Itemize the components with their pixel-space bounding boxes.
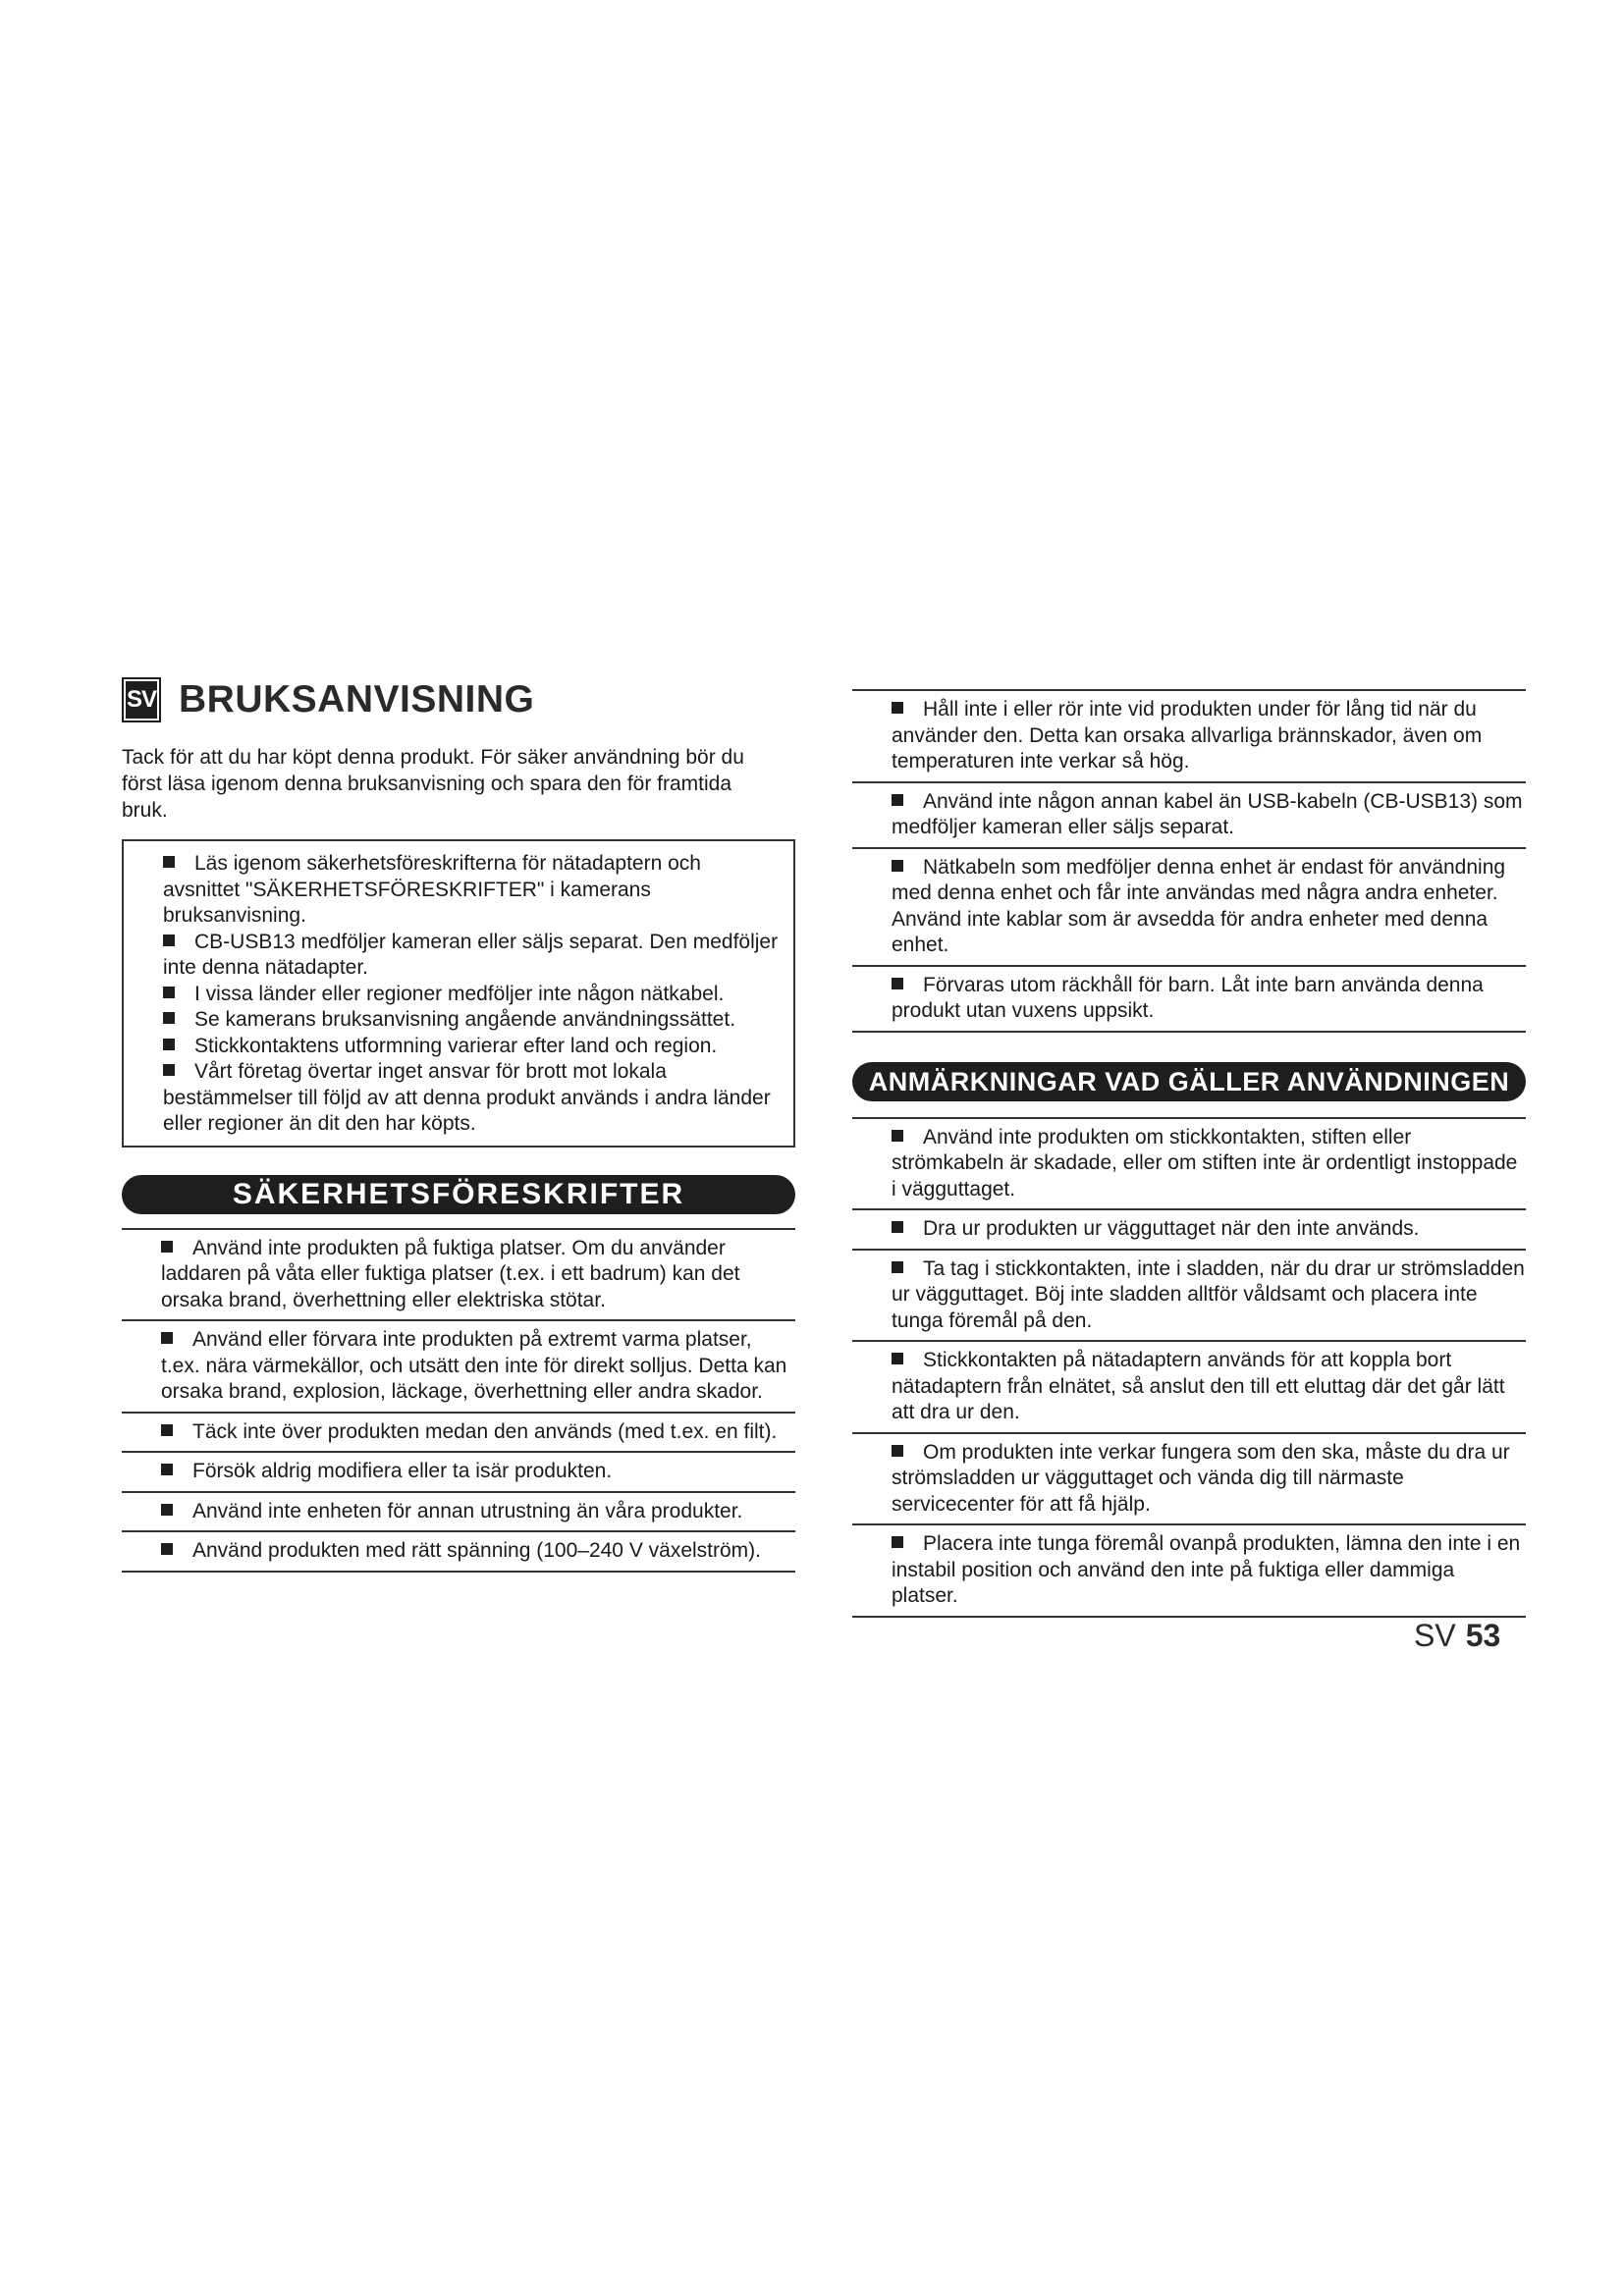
intro-text: Tack för att du har köpt denna produkt. För säker användning bör du först läsa igenom denna bruksanvisning och spara den för framtida bruk. xyxy=(122,746,744,822)
bullet-square-icon xyxy=(892,1445,903,1457)
bullet-square-icon xyxy=(161,1543,173,1555)
bullet-square-icon xyxy=(161,1424,173,1436)
page-title: BRUKSANVISNING xyxy=(179,678,535,721)
list-item: Håll inte i eller rör inte vid produkten under för lång tid när du använder den. Detta kan orsaka allvarliga brännskador, även om temperaturen inte verkar så hög. xyxy=(852,689,1526,781)
bullet-square-icon xyxy=(163,1064,175,1076)
bullet-square-icon xyxy=(892,1353,903,1364)
footer-language: SV xyxy=(1414,1618,1456,1653)
right-column xyxy=(852,689,1526,1618)
notice-box xyxy=(122,839,795,1148)
bullet-square-icon xyxy=(161,1332,173,1344)
list-item: Dra ur produkten ur vägguttaget när den inte används. xyxy=(852,1208,1526,1249)
bullet-square-icon xyxy=(892,1536,903,1548)
bullet-square-icon xyxy=(163,856,175,868)
page-number: 53 xyxy=(1465,1618,1501,1653)
bullet-square-icon xyxy=(892,702,903,714)
list-item: Placera inte tunga föremål ovanpå produkten, lämna den inte i en instabil position och använd den inte på fuktiga eller dammiga platser. xyxy=(852,1523,1526,1616)
bullet-square-icon xyxy=(163,1039,175,1050)
bullet-square-icon xyxy=(163,934,175,946)
notice-item: I vissa länder eller regioner medföljer inte någon nätkabel. xyxy=(163,982,780,1008)
bullet-square-icon xyxy=(892,794,903,806)
notice-item: Vårt företag övertar inget ansvar för brott mot lokala bestämmelser till följd av att denna produkt används i andra länder eller regioner än dit den har köpts. xyxy=(163,1060,771,1135)
bullet-square-icon xyxy=(161,1504,173,1516)
list-item: Använd inte någon annan kabel än USB-kabeln (CB-USB13) som medföljer kameran eller säljs separat. xyxy=(852,781,1526,847)
usage-list xyxy=(852,1117,1526,1618)
list-item: Förvaras utom räckhåll för barn. Låt inte barn använda denna produkt utan vuxens uppsikt. xyxy=(852,965,1526,1031)
safety-list-continued xyxy=(852,689,1526,1033)
list-item: Täck inte över produkten medan den används (med t.ex. en filt). xyxy=(122,1412,795,1452)
list-item: Använd eller förvara inte produkten på extremt varma platser, t.ex. nära värmekällor, och utsätt den inte för direkt solljus. Detta kan orsaka brand, explosion, läckage, överhettning eller andra skador. xyxy=(122,1319,795,1412)
bullet-square-icon xyxy=(892,1261,903,1273)
page-footer xyxy=(1414,1618,1500,1654)
notice-item: Se kamerans bruksanvisning angående användningssättet. xyxy=(163,1007,780,1034)
language-badge: SV xyxy=(122,677,161,722)
title-row xyxy=(122,677,795,722)
list-item: Om produkten inte verkar fungera som den ska, måste du dra ur strömsladden ur vägguttaget och vända dig till närmaste servicecenter för att få hjälp. xyxy=(852,1432,1526,1524)
list-item: Använd inte produkten på fuktiga platser. Om du använder laddaren på våta eller fuktiga platser (t.ex. i ett badrum) kan det orsaka brand, överhettning eller elektriska stötar. xyxy=(122,1228,795,1320)
list-item: Använd inte produkten om stickkontakten, stiften eller strömkabeln är skadade, eller om stiften inte är ordentligt instoppade i vägguttaget. xyxy=(852,1117,1526,1209)
notice-item: Stickkontaktens utformning varierar efter land och region. xyxy=(163,1034,780,1060)
bullet-square-icon xyxy=(163,987,175,998)
bullet-square-icon xyxy=(892,1221,903,1233)
list-item: Använd inte enheten för annan utrustning än våra produkter. xyxy=(122,1491,795,1531)
notice-item: Läs igenom säkerhetsföreskrifterna för nätadaptern och avsnittet "SÄKERHETSFÖRESKRIFTER" i kamerans bruksanvisning. xyxy=(163,852,701,927)
bullet-square-icon xyxy=(892,1130,903,1142)
left-column xyxy=(122,677,795,1573)
bullet-square-icon xyxy=(892,978,903,989)
notice-item: CB-USB13 medföljer kameran eller säljs separat. Den medföljer inte denna nätadapter. xyxy=(163,930,779,979)
usage-heading: ANMÄRKNINGAR VAD GÄLLER ANVÄNDNINGEN xyxy=(852,1062,1526,1101)
bullet-square-icon xyxy=(892,860,903,872)
list-item: Ta tag i stickkontakten, inte i sladden, när du drar ur strömsladden ur vägguttaget. Böj inte sladden alltför våldsamt och placera inte tunga föremål på den. xyxy=(852,1249,1526,1341)
bullet-square-icon xyxy=(161,1464,173,1475)
bullet-square-icon xyxy=(161,1241,173,1253)
bullet-square-icon xyxy=(163,1012,175,1024)
list-item: Använd produkten med rätt spänning (100–240 V växelström). xyxy=(122,1530,795,1571)
safety-list xyxy=(122,1228,795,1573)
list-item: Försök aldrig modifiera eller ta isär produkten. xyxy=(122,1451,795,1491)
list-item: Stickkontakten på nätadaptern används för att koppla bort nätadaptern från elnätet, så anslut den till ett eluttag där det går lätt att dra ur den. xyxy=(852,1340,1526,1432)
list-item: Nätkabeln som medföljer denna enhet är endast för användning med denna enhet och får inte användas med några andra enheter. Använd inte kablar som är avsedda för andra enheter med denna enhet. xyxy=(852,847,1526,965)
safety-heading: SÄKERHETSFÖRESKRIFTER xyxy=(122,1175,795,1214)
